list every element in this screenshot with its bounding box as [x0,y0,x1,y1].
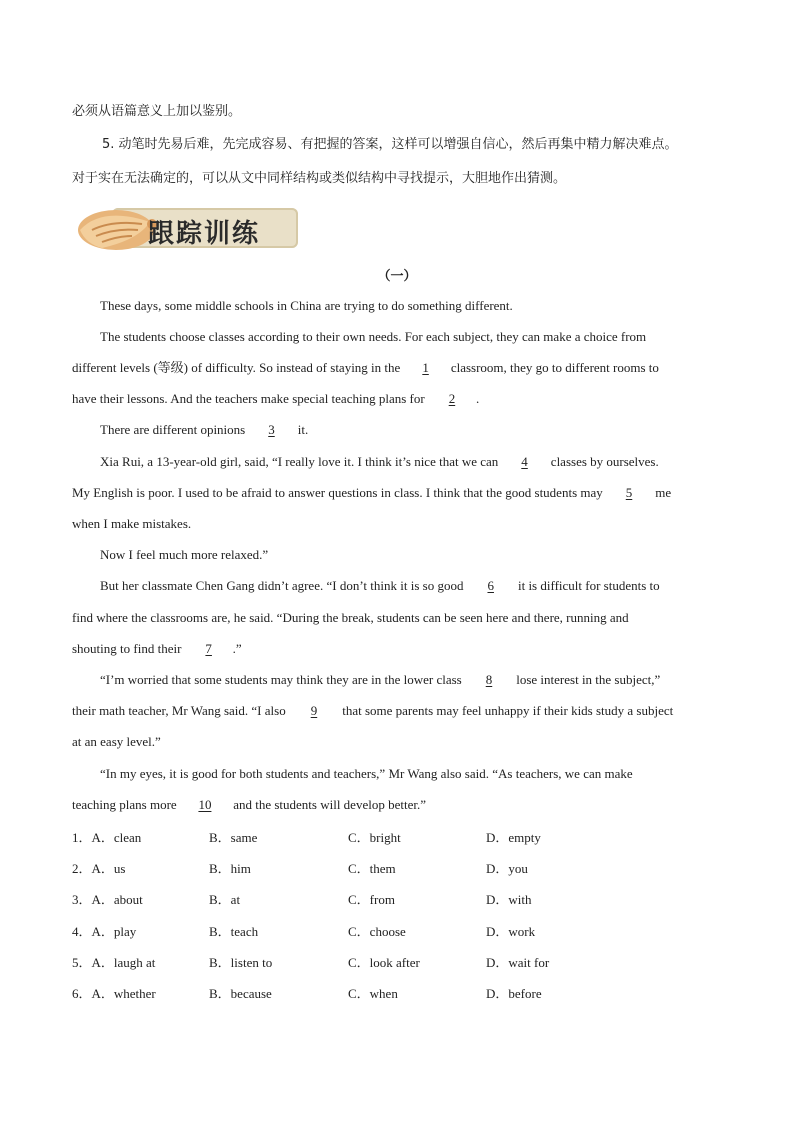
question-2-option-d: D．you [486,861,528,876]
passage-text: it is difficult for students to [514,578,660,593]
blank-6: 6 [487,578,494,593]
intro-line-3: 对于实在无法确定的，可以从文中同样结构或类似结构中寻找提示，大胆地作出猜测。 [72,171,567,186]
question-1-option-d: D．empty [486,830,541,845]
banner-title: 跟踪训练 [148,219,261,249]
passage-line-15: at an easy level.” [72,734,161,749]
passage-text: shouting to find their [72,641,185,656]
passage-text: teaching plans more [72,797,180,812]
question-3-option-c: C．from [348,892,395,907]
question-2-option-a: 2．A．us [72,861,126,876]
passage-text: classes by ourselves. [547,454,659,469]
question-5-option-d: D．wait for [486,955,550,970]
blank-10: 10 [198,797,212,812]
passage-text: There are different opinions [100,422,249,437]
passage-line-7 [72,484,671,502]
question-5-option-b: B．listen to [209,955,273,970]
passage-line-6 [100,453,659,471]
passage-text: that some parents may feel unhappy if their kids study a subject [338,703,674,718]
blank-9: 9 [310,703,318,718]
passage-line-13 [100,671,660,689]
question-4-option-d: D．work [486,924,536,939]
passage-text: . [475,391,480,406]
passage-line-14 [72,702,673,720]
blank-7: 7 [205,641,212,656]
passage-line-11: find where the classrooms are, he said. “During the break, students can be seen here and there, running and [72,610,629,625]
passage-line-9: Now I feel much more relaxed.” [100,547,269,562]
blank-2: 2 [448,391,456,406]
question-3-option-d: D．with [486,892,532,907]
intro-line-2: 5. 动笔时先易后难，先完成容易、有把握的答案，这样可以增强自信心，然后再集中精力解决难点。 [102,137,678,152]
question-3-option-b: B．at [209,892,241,907]
section-title: （一） [377,269,417,284]
question-6-option-b: B．because [209,986,272,1001]
question-1-option-c: C．bright [348,830,401,845]
passage-text: .” [232,641,242,656]
passage-text: classroom, they go to different rooms to [447,360,659,375]
passage-line-5 [100,421,308,439]
question-2-option-c: C．them [348,861,396,876]
passage-text: “I’m worried that some students may think they are in the lower class [100,672,465,687]
passage-line-2: The students choose classes according to their own needs. For each subject, they can make a choice from [100,329,647,344]
question-2-option-b: B．him [209,861,251,876]
passage-text: But her classmate Chen Gang didn’t agree. “I don’t think it is so good [100,578,467,593]
passage-line-10 [100,577,660,595]
passage-text: Xia Rui, a 13-year-old girl, said, “I really love it. I think it’s nice that we can [100,454,502,469]
passage-line-3 [72,359,659,377]
blank-3: 3 [268,422,275,437]
passage-text: their math teacher, Mr Wang said. “I also [72,703,289,718]
blank-4: 4 [521,454,528,469]
question-6-option-d: D．before [486,986,542,1001]
passage-text: My English is poor. I used to be afraid to answer questions in class. I think that the good students may [72,485,607,500]
blank-1: 1 [422,360,429,375]
question-1-option-a: 1．A．clean [72,830,142,845]
blank-8: 8 [485,672,493,687]
passage-line-4 [72,390,479,408]
blank-5: 5 [625,485,633,500]
passage-line-1: These days, some middle schools in China are trying to do something different. [100,298,513,313]
passage-line-8: when I make mistakes. [72,516,192,531]
passage-text: lose interest in the subject,” [512,672,661,687]
question-5-option-c: C．look after [348,955,420,970]
question-1-option-b: B．same [209,830,258,845]
question-3-option-a: 3．A．about [72,892,143,907]
question-6-option-c: C．when [348,986,398,1001]
passage-line-17 [72,796,426,814]
passage-text: different levels (等级) of difficulty. So instead of staying in the [72,360,404,375]
passage-line-12 [72,640,242,658]
question-6-option-a: 6．A．whether [72,986,156,1001]
question-4-option-c: C．choose [348,924,406,939]
passage-line-16: “In my eyes, it is good for both students and teachers,” Mr Wang also said. “As teachers, we can make [100,766,633,781]
passage-text: and the students will develop better.” [229,797,426,812]
question-5-option-a: 5．A．laugh at [72,955,156,970]
section-banner [72,200,300,256]
passage-text: have their lessons. And the teachers make special teaching plans for [72,391,428,406]
question-4-option-b: B．teach [209,924,259,939]
passage-text: me [652,485,672,500]
passage-text: it. [294,422,309,437]
question-4-option-a: 4．A．play [72,924,137,939]
intro-line-1: 必须从语篇意义上加以鉴别。 [72,104,242,119]
